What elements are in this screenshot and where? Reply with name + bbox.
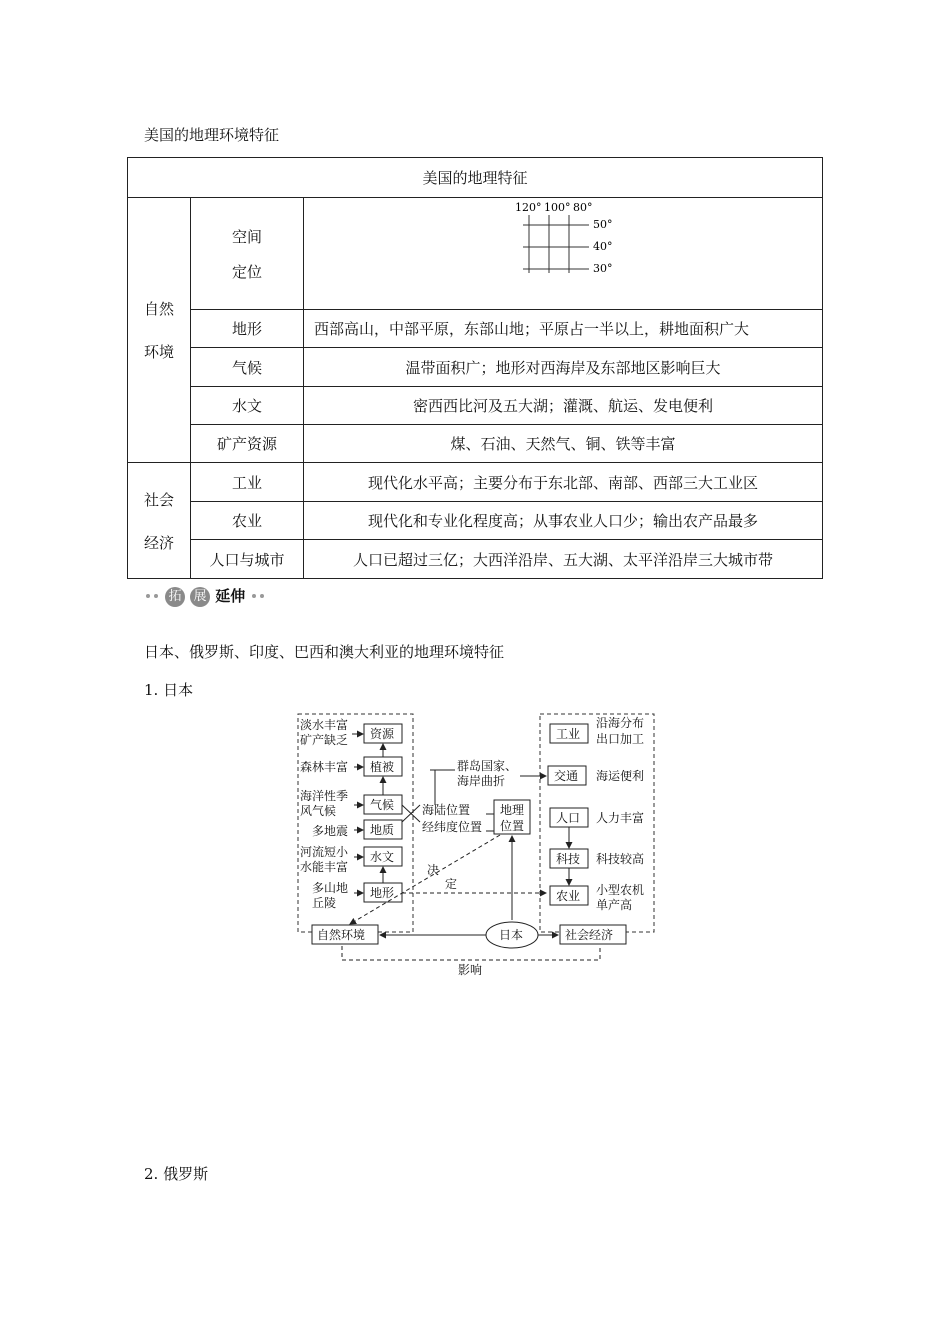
decide-label-2: 定: [445, 877, 458, 891]
grid-lon-80: 80°: [573, 200, 593, 214]
industry-box: 工业: [556, 727, 581, 741]
japan-diagram: [290, 710, 660, 980]
row-label-mineral: 矿产资源: [191, 425, 304, 463]
usa-geography-table: [127, 157, 823, 579]
resource-desc-2: 矿产缺乏: [300, 733, 349, 747]
grid-lon-120: 120°: [515, 200, 542, 214]
group-social-line1: 社会: [143, 490, 174, 509]
item-russia-heading: 2. 俄罗斯: [144, 1165, 209, 1183]
space-grid-cell: [304, 198, 823, 310]
tech-box: 科技: [556, 852, 581, 866]
extension-badge-2: 展: [190, 587, 210, 607]
row-value-climate: 温带面积广；地形对西海岸及东部地区影响巨大: [304, 348, 823, 387]
natural-env-box: 自然环境: [317, 928, 366, 942]
sea-land-position: 海陆位置: [422, 803, 471, 817]
grid-lat-50: 50°: [593, 217, 613, 231]
space-label-line2: 定位: [231, 262, 262, 281]
group-natural-line1: 自然: [143, 300, 174, 318]
agri-desc-2: 单产高: [596, 898, 633, 912]
island-desc-2: 海岸曲折: [457, 774, 506, 788]
influence-label: 影响: [458, 963, 483, 977]
grid-lon-100: 100°: [544, 200, 571, 214]
extension-title: 日本、俄罗斯、印度、巴西和澳大利亚的地理环境特征: [144, 643, 505, 661]
extension-badge-1: 拓: [165, 587, 185, 607]
row-label-pop: 人口与城市: [191, 540, 304, 579]
hydrology-box: 水文: [370, 850, 395, 864]
row-value-pop: 人口已超过三亿；大西洋沿岸、五大湖、太平洋沿岸三大城市带: [304, 540, 823, 579]
geo-position-1: 地理: [500, 803, 525, 817]
group-natural-line2: 环境: [143, 343, 174, 361]
table-header: 美国的地理特征: [128, 158, 823, 198]
terrain-desc-1: 多山地: [312, 881, 349, 895]
transport-box: 交通: [554, 769, 579, 783]
forest-desc: 森林丰富: [300, 760, 349, 774]
agri-desc-1: 小型农机: [596, 883, 645, 897]
row-label-hydro: 水文: [191, 387, 304, 425]
population-box: 人口: [556, 811, 581, 825]
island-desc-1: 群岛国家、: [457, 759, 518, 773]
resource-box: 资源: [370, 727, 395, 741]
group-natural: [128, 198, 191, 463]
row-value-hydro: 密西西比河及五大湖；灌溉、航运、发电便利: [304, 387, 823, 425]
vegetation-box: 植被: [370, 760, 395, 774]
terrain-box: 地形: [370, 886, 395, 900]
extension-banner: [144, 585, 274, 607]
latlon-grid-figure: [509, 201, 629, 281]
geo-position-2: 位置: [500, 819, 525, 833]
agriculture-box: 农业: [556, 889, 581, 903]
quake-desc: 多地震: [312, 824, 349, 838]
river-desc-1: 河流短小: [300, 845, 349, 859]
climate-desc-1: 海洋性季: [300, 789, 349, 803]
social-econ-box: 社会经济: [565, 928, 614, 942]
terrain-desc-2: 丘陵: [312, 896, 337, 910]
river-desc-2: 水能丰富: [300, 860, 349, 874]
row-value-industry: 现代化水平高；主要分布于东北部、南部、西部三大工业区: [304, 463, 823, 502]
grid-lat-30: 30°: [593, 261, 613, 275]
japan-node: 日本: [499, 928, 524, 942]
row-value-agri: 现代化和专业化程度高；从事农业人口少；输出农产品最多: [304, 502, 823, 540]
row-label-terrain: 地形: [191, 310, 304, 348]
industry-desc-2: 出口加工: [596, 732, 645, 746]
extension-text: 延伸: [215, 587, 246, 605]
row-label-space: [191, 198, 304, 310]
space-label-line1: 空间: [231, 227, 262, 246]
climate-box: 气候: [370, 798, 395, 812]
climate-desc-2: 风气候: [300, 804, 337, 818]
section-title: 美国的地理环境特征: [144, 126, 280, 144]
group-social: [128, 463, 191, 579]
row-label-agri: 农业: [191, 502, 304, 540]
transport-desc: 海运便利: [596, 769, 645, 783]
row-label-industry: 工业: [191, 463, 304, 502]
tech-desc: 科技较高: [596, 852, 645, 866]
item-japan-heading: 1. 日本: [144, 681, 194, 699]
resource-desc-1: 淡水丰富: [300, 718, 349, 732]
row-label-climate: 气候: [191, 348, 304, 387]
industry-desc-1: 沿海分布: [596, 716, 645, 730]
group-social-line2: 经济: [143, 533, 174, 552]
latlon-position: 经纬度位置: [422, 820, 483, 834]
decide-label-1: 决: [427, 863, 440, 877]
row-value-terrain: 西部高山，中部平原，东部山地；平原占一半以上，耕地面积广大: [304, 310, 823, 348]
geology-box: 地质: [370, 823, 395, 837]
grid-lat-40: 40°: [593, 239, 613, 253]
row-value-mineral: 煤、石油、天然气、铜、铁等丰富: [304, 425, 823, 463]
population-desc: 人力丰富: [596, 811, 645, 825]
